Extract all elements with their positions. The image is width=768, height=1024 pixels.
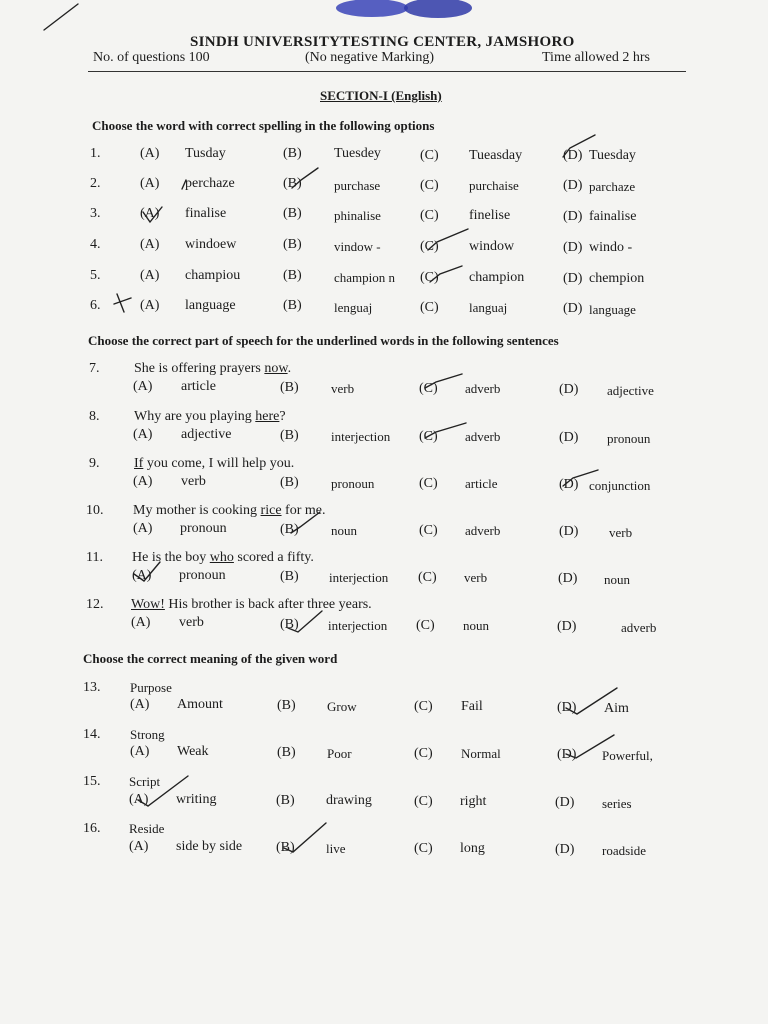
ink-smudge xyxy=(330,0,480,22)
question-number: 3. xyxy=(90,206,101,221)
question-sentence: Wow! His brother is back after three years. xyxy=(131,597,372,612)
option-b-label: (B) xyxy=(277,698,296,713)
question-number: 8. xyxy=(89,409,100,424)
option-c-text: Tueasday xyxy=(469,148,523,163)
question-word: Script xyxy=(129,774,161,789)
question-number: 15. xyxy=(83,774,101,789)
option-b-label: (B) xyxy=(280,428,299,443)
question-number: 9. xyxy=(89,456,100,471)
option-a-text: windoew xyxy=(185,237,237,252)
option-c-label: (C) xyxy=(414,794,433,809)
option-d-label: (D) xyxy=(563,301,583,316)
option-b-label: (B) xyxy=(283,206,302,221)
option-a-label: (A) xyxy=(133,379,153,394)
option-a-label: (A) xyxy=(133,427,153,442)
option-b-label: (B) xyxy=(283,298,302,313)
option-a-text: finalise xyxy=(185,206,227,221)
option-d-text: conjunction xyxy=(589,478,651,493)
option-d-label: (D) xyxy=(559,524,579,539)
option-a-label: (A) xyxy=(140,237,160,252)
option-b-text: purchase xyxy=(334,178,381,193)
option-b-text: vindow - xyxy=(334,239,381,254)
option-d-label: (D) xyxy=(559,477,579,492)
option-a-text: writing xyxy=(176,792,217,807)
option-c-text: verb xyxy=(464,570,488,585)
question-number: 12. xyxy=(86,597,104,612)
option-b-label: (B) xyxy=(277,745,296,760)
option-c-text: champion xyxy=(469,270,525,285)
option-d-label: (D) xyxy=(563,240,583,255)
option-a-label: (A) xyxy=(130,697,150,712)
question-number: 2. xyxy=(90,176,101,191)
option-c-text: window xyxy=(469,239,515,254)
question-number: 13. xyxy=(83,680,101,695)
option-a-label: (A) xyxy=(133,521,153,536)
question-word: Strong xyxy=(130,727,165,742)
option-a-text: article xyxy=(181,379,216,394)
option-d-text: Aim xyxy=(604,701,629,716)
instruction-spelling: Choose the word with correct spelling in the following options xyxy=(92,118,435,133)
option-d-label: (D) xyxy=(563,148,583,163)
option-a-text: pronoun xyxy=(179,568,226,583)
option-b-label: (B) xyxy=(283,237,302,252)
option-d-text: roadside xyxy=(602,843,647,858)
option-d-label: (D) xyxy=(559,430,579,445)
option-b-label: (B) xyxy=(280,522,299,537)
marking-note: (No negative Marking) xyxy=(305,50,435,65)
option-c-text: adverb xyxy=(465,381,501,396)
option-d-text: adjective xyxy=(607,383,654,398)
option-c-label: (C) xyxy=(420,178,439,193)
option-a-label: (A) xyxy=(140,206,160,221)
time-allowed: Time allowed 2 hrs xyxy=(542,50,650,65)
option-d-text: parchaze xyxy=(589,179,636,194)
option-d-text: Powerful, xyxy=(602,748,653,763)
option-b-text: drawing xyxy=(326,793,372,808)
underlined-word: Wow! xyxy=(131,597,165,612)
option-a-text: verb xyxy=(181,474,206,489)
option-a-label: (A) xyxy=(140,176,160,191)
option-b-text: champion n xyxy=(334,270,396,285)
option-c-text: purchaise xyxy=(469,178,519,193)
option-d-label: (D) xyxy=(557,700,577,715)
option-c-label: (C) xyxy=(414,841,433,856)
option-d-label: (D) xyxy=(558,571,578,586)
option-b-label: (B) xyxy=(280,475,299,490)
question-number: 11. xyxy=(86,550,103,565)
question-sentence: If you come, I will help you. xyxy=(134,456,295,471)
option-b-label: (B) xyxy=(276,793,295,808)
option-c-text: article xyxy=(465,476,498,491)
page-title: SINDH UNIVERSITYTESTING CENTER, JAMSHORO xyxy=(190,34,575,50)
option-b-text: interjection xyxy=(328,618,388,633)
option-a-text: perchaze xyxy=(185,176,235,191)
option-d-text: fainalise xyxy=(589,209,637,224)
option-b-text: phinalise xyxy=(334,208,381,223)
option-d-text: language xyxy=(589,302,636,317)
option-a-label: (A) xyxy=(140,268,160,283)
question-number: 10. xyxy=(86,503,104,518)
option-d-label: (D) xyxy=(555,842,575,857)
option-d-label: (D) xyxy=(563,178,583,193)
option-c-label: (C) xyxy=(420,148,439,163)
option-c-text: languaj xyxy=(469,300,508,315)
option-b-label: (B) xyxy=(276,840,295,855)
option-c-label: (C) xyxy=(419,429,438,444)
option-b-text: noun xyxy=(331,523,357,538)
option-d-text: verb xyxy=(609,525,633,540)
option-c-text: finelise xyxy=(469,208,511,223)
question-number: 6. xyxy=(90,298,101,313)
option-a-label: (A) xyxy=(131,615,151,630)
option-b-text: interjection xyxy=(329,570,389,585)
option-a-text: Tusday xyxy=(185,146,226,161)
section-title: SECTION-I (English) xyxy=(320,88,442,103)
option-b-text: lenguaj xyxy=(334,300,373,315)
option-d-text: windo - xyxy=(589,240,633,255)
option-d-label: (D) xyxy=(559,382,579,397)
option-c-label: (C) xyxy=(420,270,439,285)
option-c-label: (C) xyxy=(414,699,433,714)
option-a-text: verb xyxy=(179,615,204,630)
option-a-text: Weak xyxy=(177,744,209,759)
instruction-meaning: Choose the correct meaning of the given word xyxy=(83,651,338,666)
option-a-label: (A) xyxy=(140,298,160,313)
option-b-label: (B) xyxy=(280,569,299,584)
option-b-label: (B) xyxy=(283,268,302,283)
option-b-text: Grow xyxy=(327,699,357,714)
option-b-text: pronoun xyxy=(331,476,375,491)
option-b-label: (B) xyxy=(283,146,302,161)
question-number: 16. xyxy=(83,821,101,836)
question-sentence: Why are you playing here? xyxy=(134,409,286,424)
option-d-label: (D) xyxy=(563,271,583,286)
option-d-label: (D) xyxy=(557,619,577,634)
option-d-text: pronoun xyxy=(607,431,651,446)
option-d-text: noun xyxy=(604,572,630,587)
option-a-text: adjective xyxy=(181,427,232,442)
option-a-label: (A) xyxy=(129,839,149,854)
question-number: 14. xyxy=(83,727,101,742)
underlined-word: rice xyxy=(260,503,282,518)
option-c-label: (C) xyxy=(420,300,439,315)
question-word: Purpose xyxy=(130,680,172,695)
option-b-text: Poor xyxy=(327,746,352,761)
underlined-word: who xyxy=(209,550,234,565)
option-d-text: series xyxy=(602,796,632,811)
option-c-text: adverb xyxy=(465,523,501,538)
option-c-label: (C) xyxy=(419,476,438,491)
question-sentence: She is offering prayers now. xyxy=(134,361,292,376)
option-a-text: side by side xyxy=(176,839,243,854)
option-a-label: (A) xyxy=(132,568,152,583)
question-number: 1. xyxy=(90,146,101,161)
option-a-text: champiou xyxy=(185,268,241,283)
option-c-label: (C) xyxy=(419,523,438,538)
option-a-label: (A) xyxy=(140,146,160,161)
option-c-label: (C) xyxy=(420,208,439,223)
option-c-label: (C) xyxy=(414,746,433,761)
question-number: 5. xyxy=(90,268,101,283)
option-a-text: language xyxy=(185,298,236,313)
header-divider xyxy=(88,71,686,72)
option-b-text: Tuesdey xyxy=(334,146,381,161)
option-b-label: (B) xyxy=(280,617,299,632)
option-c-text: long xyxy=(460,841,485,856)
option-c-label: (C) xyxy=(420,239,439,254)
instruction-part-of-speech: Choose the correct part of speech for the underlined words in the following sentences xyxy=(88,333,559,348)
option-b-label: (B) xyxy=(280,380,299,395)
underlined-word: If xyxy=(134,456,144,471)
question-number: 4. xyxy=(90,237,101,252)
pen-stroke-mark xyxy=(44,4,78,30)
question-sentence: He is the boy who scored a fifty. xyxy=(132,550,314,565)
option-d-text: chempion xyxy=(589,271,645,286)
underlined-word: here xyxy=(255,409,280,424)
option-d-label: (D) xyxy=(555,795,575,810)
option-b-label: (B) xyxy=(283,176,302,191)
option-a-label: (A) xyxy=(133,474,153,489)
option-d-label: (D) xyxy=(557,747,577,762)
cross-mark xyxy=(114,294,131,312)
option-c-label: (C) xyxy=(418,570,437,585)
question-count: No. of questions 100 xyxy=(93,50,210,65)
underlined-word: now xyxy=(264,361,288,376)
option-a-text: pronoun xyxy=(180,521,227,536)
question-number: 7. xyxy=(89,361,100,376)
option-a-text: Amount xyxy=(177,697,223,712)
option-c-label: (C) xyxy=(419,381,438,396)
option-c-text: adverb xyxy=(465,429,501,444)
option-b-text: interjection xyxy=(331,429,391,444)
option-c-text: right xyxy=(460,794,487,809)
option-a-label: (A) xyxy=(129,792,149,807)
option-d-label: (D) xyxy=(563,209,583,224)
question-word: Reside xyxy=(129,821,165,836)
option-c-label: (C) xyxy=(416,618,435,633)
option-b-text: live xyxy=(326,841,346,856)
option-c-text: noun xyxy=(463,618,489,633)
option-b-text: verb xyxy=(331,381,355,396)
option-d-text: Tuesday xyxy=(589,148,636,163)
question-sentence: My mother is cooking rice for me. xyxy=(133,503,326,518)
option-c-text: Fail xyxy=(461,699,483,714)
option-a-label: (A) xyxy=(130,744,150,759)
option-d-text: adverb xyxy=(621,620,657,635)
option-c-text: Normal xyxy=(461,746,501,761)
